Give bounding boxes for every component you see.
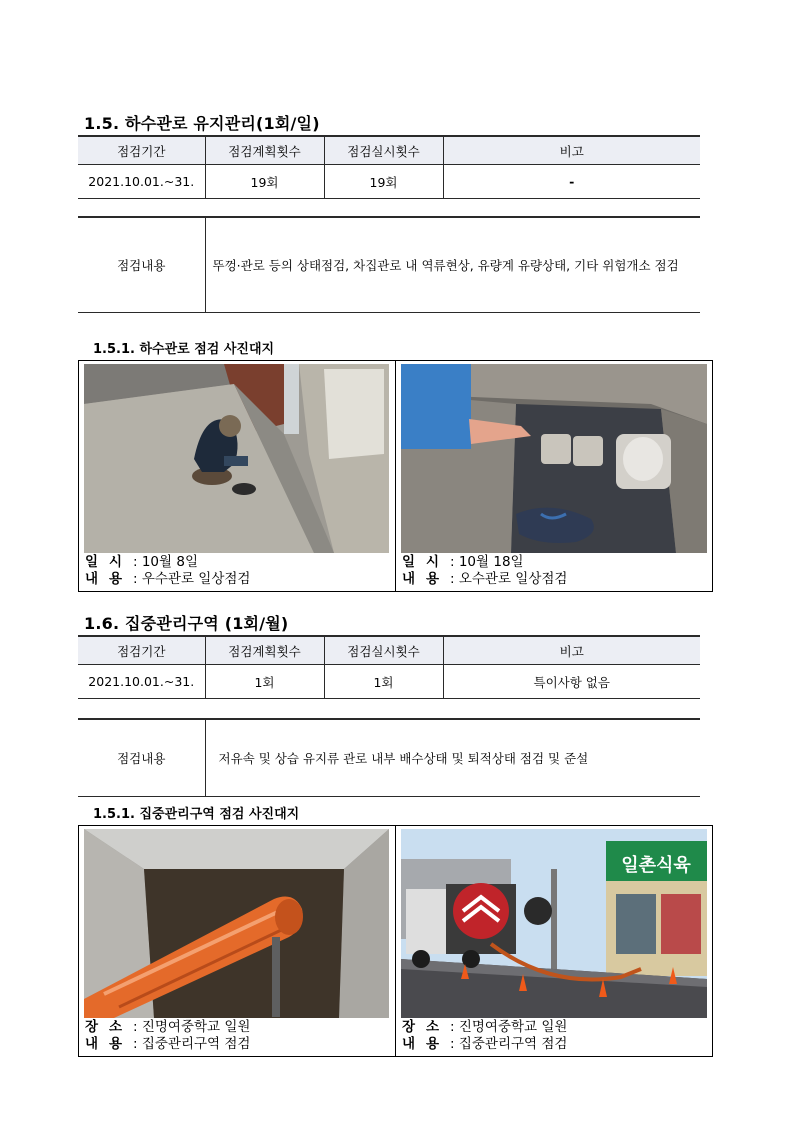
caption-location: : 진명여중학교 일원 bbox=[450, 1019, 568, 1035]
photo-cell bbox=[395, 826, 713, 1056]
content-label: 점검내용 bbox=[78, 719, 205, 797]
cell-planned-count: 19회 bbox=[205, 165, 324, 199]
photo-vacuum-truck bbox=[401, 829, 707, 1018]
header-period: 점검기간 bbox=[78, 636, 205, 665]
photo-cell bbox=[79, 826, 395, 1056]
inspection-content-table bbox=[78, 216, 700, 313]
content-text: 뚜껑·관로 등의 상태점검, 차집관로 내 역류현상, 유량계 유량상태, 기타 위험개소 점검 bbox=[205, 217, 700, 313]
photo-cell bbox=[395, 361, 713, 591]
photo-caption bbox=[402, 554, 567, 588]
header-period: 점검기간 bbox=[78, 136, 205, 165]
photo-sheet-title: 1.5.1. 하수관로 점검 사진대지 bbox=[93, 342, 275, 357]
caption-key: 내 bbox=[85, 571, 99, 587]
header-remarks: 비고 bbox=[443, 636, 700, 665]
content-text: 저유속 및 상습 유지류 관로 내부 배수상태 및 퇴적상태 점검 및 준설 bbox=[205, 719, 700, 797]
cell-actual-count: 19회 bbox=[324, 165, 443, 199]
cell-period: 2021.10.01.~31. bbox=[78, 665, 205, 699]
caption-key: 내 bbox=[402, 1036, 416, 1052]
caption-key: 시 bbox=[426, 554, 440, 570]
signboard-text: 일촌식육 bbox=[621, 855, 691, 876]
caption-location: : 진명여중학교 일원 bbox=[133, 1019, 251, 1035]
header-remarks: 비고 bbox=[443, 136, 700, 165]
photo-caption bbox=[85, 554, 250, 588]
section-title: 1.6. 집중관리구역 (1회/월) bbox=[84, 614, 289, 633]
header-actual-count: 점검실시횟수 bbox=[324, 136, 443, 165]
caption-content: : 우수관로 일상점검 bbox=[133, 571, 251, 587]
cell-actual-count: 1회 bbox=[324, 665, 443, 699]
section-title: 1.5. 하수관로 유지관리(1회/일) bbox=[84, 114, 320, 133]
photo-sewer-pipes bbox=[401, 364, 707, 553]
cell-period: 2021.10.01.~31. bbox=[78, 165, 205, 199]
caption-key: 용 bbox=[109, 1036, 123, 1052]
caption-content: : 오수관로 일상점검 bbox=[450, 571, 568, 587]
inspection-table bbox=[78, 635, 700, 699]
caption-key: 내 bbox=[402, 571, 416, 587]
inspection-table bbox=[78, 135, 700, 199]
cell-remarks: 특이사항 없음 bbox=[443, 665, 700, 699]
photo-sheet bbox=[78, 360, 713, 592]
photo-sheet-title: 1.5.1. 집중관리구역 점검 사진대지 bbox=[93, 807, 300, 822]
header-actual-count: 점검실시횟수 bbox=[324, 636, 443, 665]
caption-key: 일 bbox=[402, 554, 416, 570]
caption-key: 장 bbox=[85, 1019, 99, 1035]
header-planned-count: 점검계획횟수 bbox=[205, 636, 324, 665]
caption-key: 일 bbox=[85, 554, 99, 570]
header-planned-count: 점검계획횟수 bbox=[205, 136, 324, 165]
caption-key: 시 bbox=[109, 554, 123, 570]
photo-worker-manhole bbox=[84, 364, 389, 553]
cell-planned-count: 1회 bbox=[205, 665, 324, 699]
inspection-content-table bbox=[78, 718, 700, 797]
photo-caption bbox=[85, 1019, 250, 1053]
photo-drain-hose bbox=[84, 829, 389, 1018]
photo-cell bbox=[79, 361, 395, 591]
caption-key: 용 bbox=[109, 571, 123, 587]
caption-key: 소 bbox=[426, 1019, 440, 1035]
caption-key: 용 bbox=[426, 571, 440, 587]
caption-date: : 10월 8일 bbox=[133, 554, 198, 570]
photo-caption bbox=[402, 1019, 567, 1053]
caption-date: : 10월 18일 bbox=[450, 554, 524, 570]
caption-key: 소 bbox=[109, 1019, 123, 1035]
cell-remarks: - bbox=[443, 165, 700, 199]
caption-content: : 집중관리구역 점검 bbox=[450, 1036, 568, 1052]
caption-key: 내 bbox=[85, 1036, 99, 1052]
content-label: 점검내용 bbox=[78, 217, 205, 313]
caption-content: : 집중관리구역 점검 bbox=[133, 1036, 251, 1052]
photo-sheet bbox=[78, 825, 713, 1057]
caption-key: 용 bbox=[426, 1036, 440, 1052]
caption-key: 장 bbox=[402, 1019, 416, 1035]
